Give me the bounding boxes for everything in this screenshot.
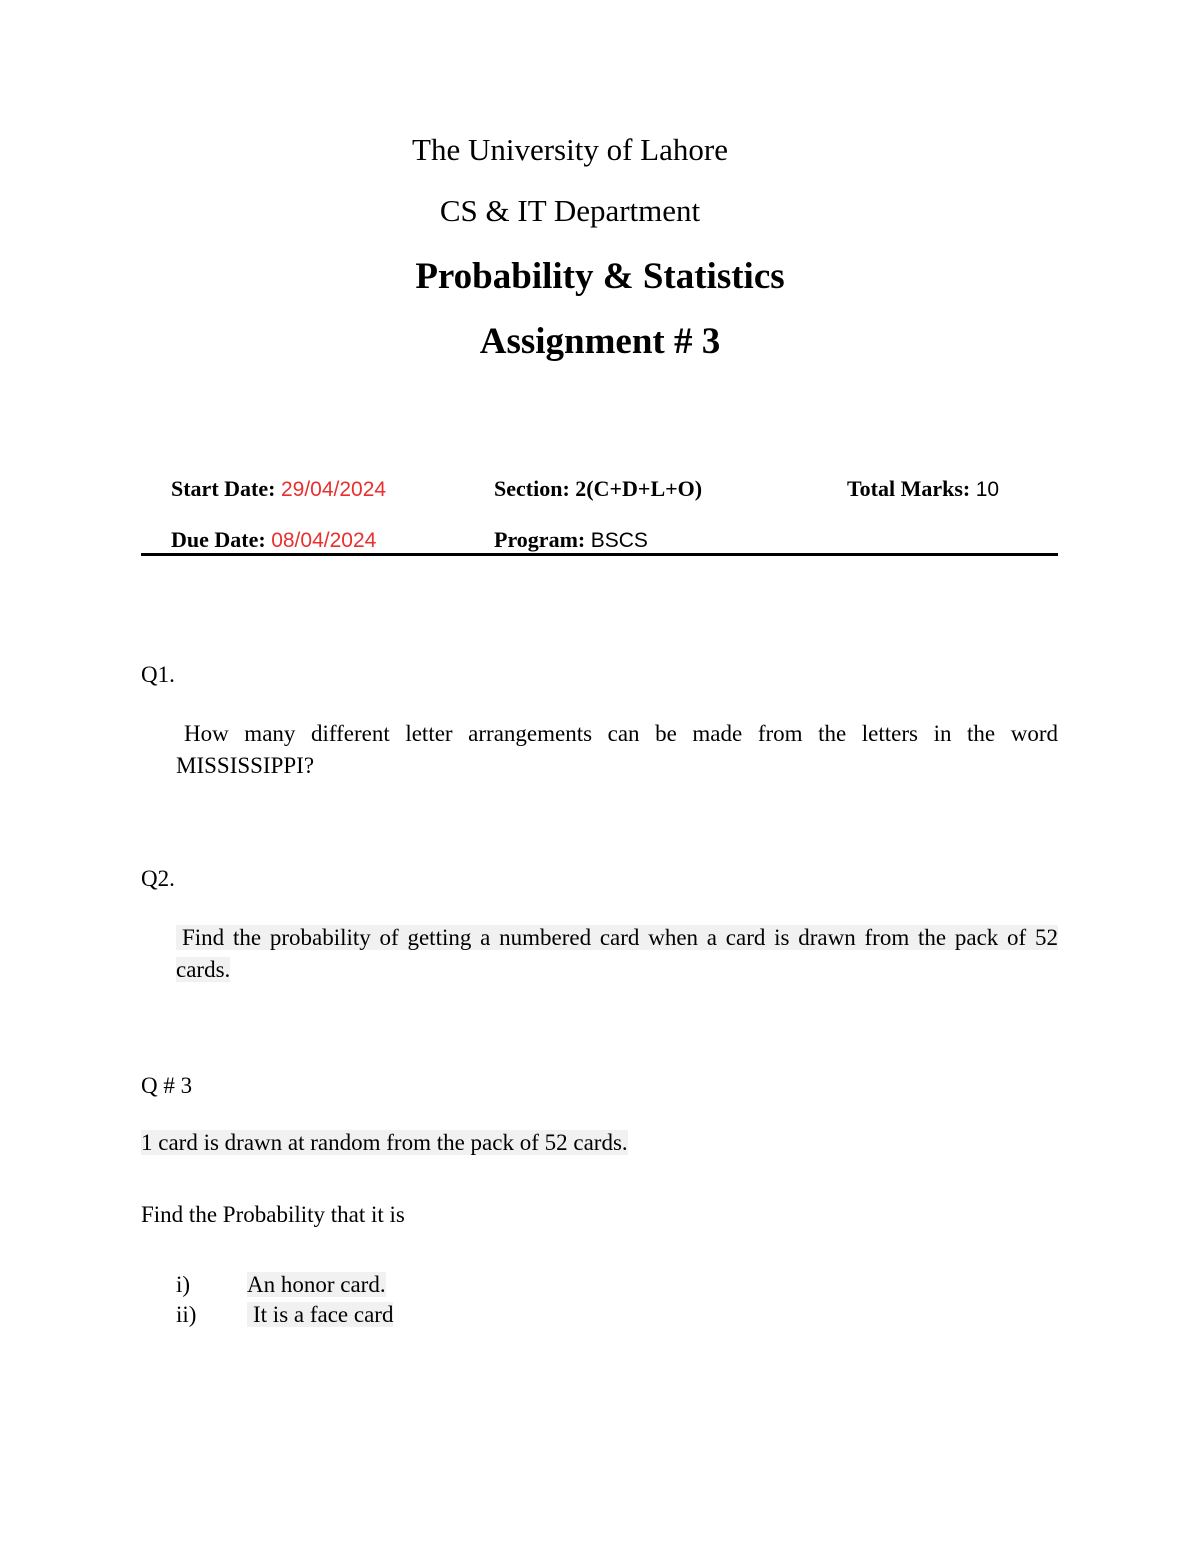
section-label: Section: (494, 476, 570, 501)
program-value: BSCS (590, 529, 648, 552)
total-marks (847, 476, 999, 502)
q3-item-2-label: It is a face card (247, 1302, 393, 1327)
total-marks-value: 10 (975, 478, 1000, 501)
q2-label: Q2. (141, 866, 175, 891)
q3-item-1-text (247, 1272, 386, 1298)
start-date-value: 29/04/2024 (280, 478, 387, 501)
due-date-value: 08/04/2024 (271, 529, 377, 552)
program-label: Program: (494, 527, 586, 552)
start-date-label: Start Date: (171, 476, 276, 501)
assignment-title: Assignment # 3 (479, 321, 721, 362)
total-marks-label: Total Marks: (847, 476, 971, 501)
university-name: The University of Lahore (412, 132, 728, 167)
section (494, 476, 702, 502)
q3-intro (141, 1130, 628, 1156)
q3-item-1-label: An honor card. (247, 1272, 386, 1297)
start-date (171, 476, 386, 502)
due-date (171, 527, 376, 553)
q3-item-2-text (247, 1302, 393, 1328)
section-value: 2(C+D+L+O) (575, 476, 703, 501)
program (494, 527, 648, 553)
q1-text: How many different letter arrangements can be made from the letters in the word MISSISSIPPI? (176, 721, 1058, 778)
q3-item-1-number: i) (176, 1272, 191, 1297)
course-title: Probability & Statistics (415, 256, 785, 297)
q2-block (176, 922, 1058, 986)
q3-intro-text: 1 card is drawn at random from the pack of 52 cards. (141, 1130, 628, 1155)
q3-label: Q # 3 (141, 1073, 193, 1098)
q2-text: Find the probability of getting a numbered card when a card is drawn from the pack of 52 cards. (176, 925, 1058, 982)
header-divider (141, 553, 1058, 556)
q1-label: Q1. (141, 662, 175, 687)
due-date-label: Due Date: (171, 527, 266, 552)
q3-item-2-number: ii) (176, 1302, 197, 1327)
q3-prompt: Find the Probability that it is (141, 1202, 405, 1227)
department-name: CS & IT Department (439, 193, 701, 228)
